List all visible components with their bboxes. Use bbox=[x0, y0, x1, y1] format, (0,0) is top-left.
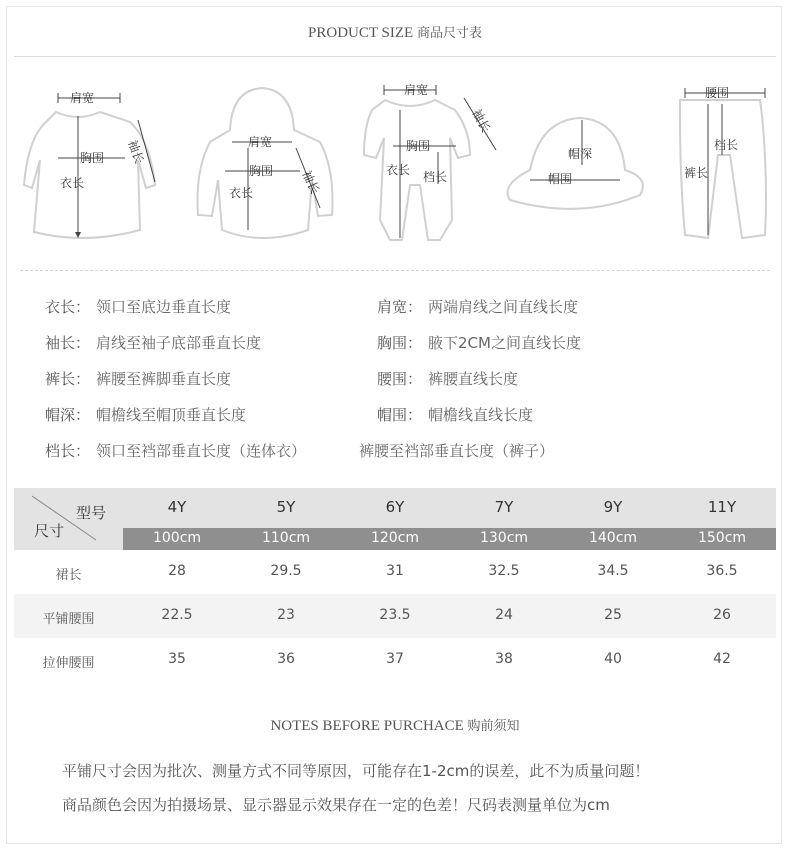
corner-top-label: 型号 bbox=[76, 504, 107, 522]
romper-chest-label: 胸围 bbox=[406, 139, 431, 153]
size-label: 6Y bbox=[385, 498, 405, 516]
table-corner bbox=[14, 488, 123, 550]
garment-illustrations bbox=[0, 60, 790, 270]
jacket-chest-label: 胸围 bbox=[249, 164, 274, 178]
dress-shoulder-label: 肩宽 bbox=[70, 91, 95, 105]
height-label: 110cm bbox=[261, 530, 311, 546]
table-cell: 38 bbox=[495, 651, 513, 667]
table-cell: 40 bbox=[604, 651, 622, 667]
table-row bbox=[14, 550, 776, 594]
table-cell: 32.5 bbox=[488, 563, 520, 579]
table-cell: 28 bbox=[168, 563, 186, 579]
jacket-outline bbox=[198, 88, 333, 238]
table-cell: 23.5 bbox=[379, 607, 411, 623]
table-cell: 24 bbox=[495, 607, 513, 623]
jacket-sleeve-label: 袖长 bbox=[299, 168, 323, 197]
dress-length-label: 衣长 bbox=[60, 176, 85, 190]
note-line: 商品颜色会因为拍摄场景、显示器显示效果存在一定的色差！尺码表测量单位为cm bbox=[62, 796, 610, 814]
romper-outline bbox=[364, 100, 470, 240]
corner-diagonal bbox=[14, 488, 123, 550]
notes-title: NOTES BEFORE PURCHACE 购前须知 bbox=[270, 718, 520, 734]
size-label: 7Y bbox=[494, 498, 514, 516]
page-title: PRODUCT SIZE 商品尺寸表 bbox=[308, 25, 482, 41]
height-label: 130cm bbox=[479, 530, 529, 546]
height-label: 150cm bbox=[697, 530, 747, 546]
romper-sleeve-label: 袖长 bbox=[469, 106, 493, 135]
row-label: 平铺腰围 bbox=[42, 612, 95, 627]
dress-outline bbox=[24, 112, 155, 238]
hat-circ-label: 帽围 bbox=[548, 172, 573, 186]
definition-row: 衣长： 领口至底边垂直长度 肩宽： 两端肩线之间直线长度 bbox=[45, 298, 579, 316]
height-label: 120cm bbox=[370, 530, 420, 546]
jacket-shoulder-label: 肩宽 bbox=[248, 135, 273, 149]
table-cell: 36 bbox=[277, 651, 295, 667]
dashed-divider bbox=[20, 270, 770, 271]
height-label: 100cm bbox=[152, 530, 202, 546]
table-row bbox=[14, 594, 776, 638]
jacket-length-label: 衣长 bbox=[229, 186, 254, 200]
table-cell: 29.5 bbox=[270, 563, 302, 579]
height-label: 140cm bbox=[588, 530, 638, 546]
table-cell: 31 bbox=[386, 563, 404, 579]
dress-chest-label: 胸围 bbox=[80, 151, 105, 165]
hat-outline bbox=[508, 118, 643, 209]
row-label: 裙长 bbox=[55, 568, 82, 583]
table-cell: 22.5 bbox=[161, 607, 193, 623]
note-line: 平铺尺寸会因为批次、测量方式不同等原因，可能存在1-2cm的误差，此不为质量问题！ bbox=[62, 762, 650, 780]
table-cell: 42 bbox=[713, 651, 731, 667]
hat-depth-label: 帽深 bbox=[568, 147, 593, 161]
table-cell: 25 bbox=[604, 607, 622, 623]
definition-row: 袖长： 肩线至袖子底部垂直长度 胸围： 腋下2CM之间直线长度 bbox=[45, 334, 581, 352]
table-cell: 35 bbox=[168, 651, 186, 667]
romper-length-label: 衣长 bbox=[386, 163, 411, 177]
height-labels bbox=[123, 528, 776, 550]
definition-row: 帽深： 帽檐线至帽顶垂直长度 帽围： 帽檐线直线长度 bbox=[45, 406, 534, 424]
size-labels bbox=[123, 488, 776, 528]
table-cell: 26 bbox=[713, 607, 731, 623]
pants-rise-label: 档长 bbox=[714, 138, 739, 152]
dress-sleeve-label: 袖长 bbox=[125, 138, 147, 166]
size-label: 9Y bbox=[603, 498, 623, 516]
table-cell: 34.5 bbox=[597, 563, 629, 579]
definition-row: 裤长： 裤腰至裤脚垂直长度 腰围： 裤腰直线长度 bbox=[45, 370, 519, 388]
divider bbox=[14, 56, 776, 57]
table-row bbox=[14, 638, 776, 682]
row-label: 拉伸腰围 bbox=[42, 656, 95, 671]
romper-shoulder-label: 肩宽 bbox=[404, 83, 429, 97]
table-cell: 23 bbox=[277, 607, 295, 623]
pants-length-label: 裤长 bbox=[684, 166, 709, 180]
table-header bbox=[14, 488, 776, 550]
pants-waist-label: 腰围 bbox=[705, 86, 730, 100]
size-label: 5Y bbox=[276, 498, 296, 516]
table-cell: 37 bbox=[386, 651, 404, 667]
definition-row: 档长： 领口至裆部垂直长度（连体衣） 裤腰至裆部垂直长度（裤子） bbox=[45, 442, 555, 460]
size-label: 11Y bbox=[707, 498, 737, 516]
corner-bottom-label: 尺寸 bbox=[34, 522, 65, 540]
size-label: 4Y bbox=[167, 498, 187, 516]
table-cell: 36.5 bbox=[706, 563, 738, 579]
romper-rise-label: 档长 bbox=[423, 170, 448, 184]
